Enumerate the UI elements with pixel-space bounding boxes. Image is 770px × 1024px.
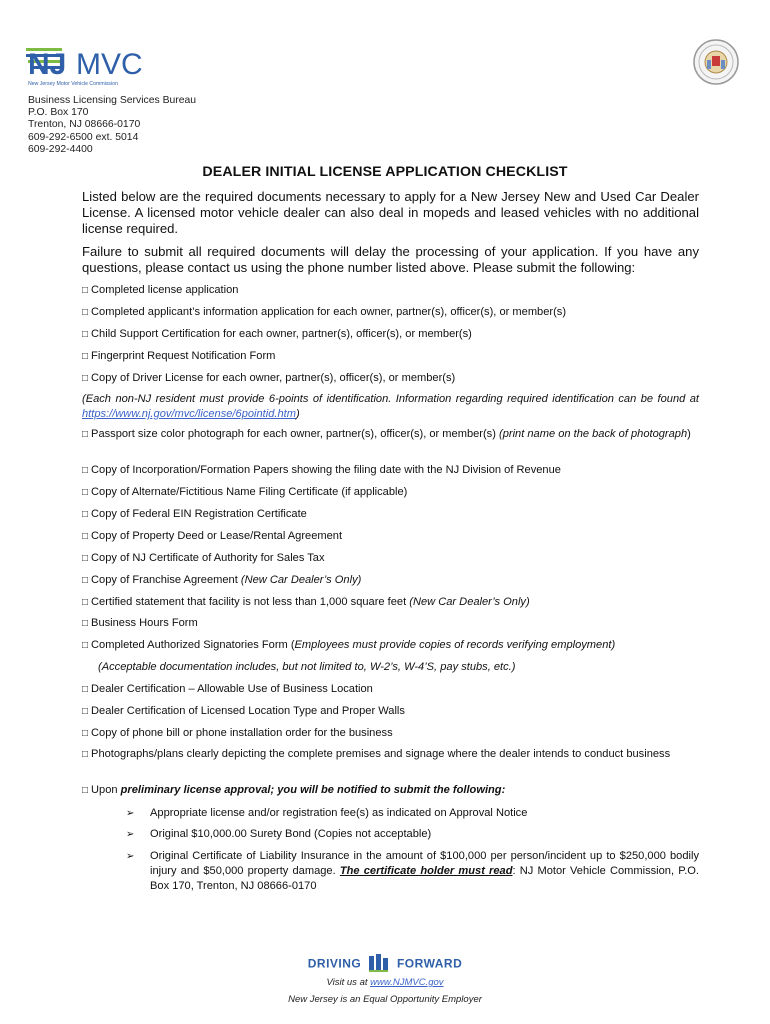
checklist-item[interactable]: □ Copy of Incorporation/Formation Papers showing the filing date with the NJ Division of Revenue	[82, 464, 561, 476]
checkbox-icon[interactable]: □	[82, 597, 89, 608]
checkbox-icon[interactable]: □	[82, 285, 89, 296]
address-line: Trenton, NJ 08666-0170	[28, 119, 141, 131]
equal-opportunity-statement: New Jersey is an Equal Opportunity Employer	[288, 994, 482, 1005]
intro-paragraph: Listed below are the required documents necessary to apply for a New Jersey New and Used Car Dealer License. A licensed motor vehicle dealer can also deal in mopeds and leased vehicles with no additional license required.	[82, 189, 699, 236]
checkbox-icon[interactable]: □	[82, 640, 89, 651]
checkbox-icon[interactable]: □	[82, 706, 89, 717]
checklist-item[interactable]: □ Copy of Franchise Agreement (New Car Dealer’s Only)	[82, 574, 362, 586]
state-seal-icon	[692, 38, 740, 86]
checkbox-icon[interactable]: □	[82, 329, 89, 340]
checklist-item[interactable]: □ Copy of Alternate/Fictitious Name Filing Certificate (if applicable)	[82, 486, 408, 498]
checklist-item[interactable]: □ Completed applicant’s information application for each owner, partner(s), officer(s), or member(s)	[82, 306, 567, 318]
checkbox-icon[interactable]: □	[82, 373, 89, 384]
address-line: P.O. Box 170	[28, 107, 89, 119]
checkbox-icon[interactable]: □	[82, 429, 89, 440]
checklist-item[interactable]: □ Upon preliminary license approval; you will be notified to submit the following:	[82, 784, 506, 796]
svg-text:NJ: NJ	[28, 48, 67, 81]
checklist-item[interactable]: □ Copy of phone bill or phone installation order for the business	[82, 727, 393, 739]
checkbox-icon[interactable]: □	[82, 531, 89, 542]
state-seal	[692, 38, 740, 86]
checklist-item[interactable]: □ Dealer Certification – Allowable Use of Business Location	[82, 683, 373, 695]
nj-state-icon	[369, 954, 389, 975]
checkbox-icon[interactable]: □	[82, 509, 89, 520]
arrow-bullet-icon: ➢	[126, 851, 135, 862]
checkbox-icon[interactable]: □	[82, 575, 89, 586]
visit-us: Visit us at www.NJMVC.gov	[326, 977, 444, 988]
six-point-id-link[interactable]: https://www.nj.gov/mvc/license/6pointid.htm	[82, 408, 296, 420]
page-title: DEALER INITIAL LICENSE APPLICATION CHECKLIST	[202, 164, 568, 180]
checklist-item[interactable]: □ Copy of Federal EIN Registration Certificate	[82, 508, 307, 520]
arrow-bullet-icon: ➢	[126, 808, 135, 819]
checklist-item[interactable]: □ Child Support Certification for each owner, partner(s), officer(s), or member(s)	[82, 328, 472, 340]
checkbox-icon[interactable]: □	[82, 728, 89, 739]
checklist-item[interactable]: □ Fingerprint Request Notification Form	[82, 350, 276, 362]
checklist-item[interactable]: □ Completed license application	[82, 284, 239, 296]
checklist-item[interactable]: □ Copy of Property Deed or Lease/Rental Agreement	[82, 530, 343, 542]
logo-text: MVC	[76, 48, 143, 81]
checkbox-icon[interactable]: □	[82, 618, 89, 629]
checklist-item[interactable]: □ Copy of NJ Certificate of Authority for Sales Tax	[82, 552, 325, 564]
checkbox-icon[interactable]: □	[82, 684, 89, 695]
identification-note: (Each non-NJ resident must provide 6-points of identification. Information regarding required identification can be found at https://www.nj.gov/mvc/license/6pointid.htm)	[82, 393, 699, 420]
checkbox-icon[interactable]: □	[82, 749, 89, 760]
checklist-item[interactable]: □ Dealer Certification of Licensed Location Type and Proper Walls	[82, 705, 405, 717]
checklist-item[interactable]: □ Passport size color photograph for each owner, partner(s), officer(s), or member(s) (print name on the back of photograph)	[82, 428, 691, 440]
njmvc-logo-icon	[26, 42, 156, 90]
njmvc-logo	[26, 42, 156, 90]
logo-subtitle: New Jersey Motor Vehicle Commission	[28, 81, 118, 87]
address-line: 609-292-6500 ext. 5014	[28, 131, 139, 143]
checklist-item[interactable]: □ Photographs/plans clearly depicting the complete premises and signage where the dealer intends to conduct business	[82, 748, 671, 760]
driving-forward-brand: DRIVING FORWARD	[0, 954, 770, 975]
arrow-bullet-icon: ➢	[126, 829, 135, 840]
checklist-item[interactable]: □ Completed Authorized Signatories Form (Employees must provide copies of records verifying employment)	[82, 639, 616, 651]
njmvc-website-link[interactable]: www.NJMVC.gov	[370, 977, 444, 988]
address-line: 609-292-4400	[28, 143, 93, 155]
checklist-item[interactable]: □ Copy of Driver License for each owner, partner(s), officer(s), or member(s)	[82, 372, 456, 384]
address-line: Business Licensing Services Bureau	[28, 95, 197, 106]
checklist-item[interactable]: □ Business Hours Form	[82, 617, 198, 629]
checkbox-icon[interactable]: □	[82, 351, 89, 362]
bureau-address	[28, 95, 196, 156]
checkbox-icon[interactable]: □	[82, 487, 89, 498]
checkbox-icon[interactable]: □	[82, 465, 89, 476]
documentation-note: (Acceptable documentation includes, but not limited to, W-2’s, W-4’S, pay stubs, etc.)	[98, 661, 516, 673]
checklist-item[interactable]: □ Certified statement that facility is not less than 1,000 square feet (New Car Dealer’s Only)	[82, 596, 530, 608]
checkbox-icon[interactable]: □	[82, 307, 89, 318]
checkbox-icon[interactable]: □	[82, 553, 89, 564]
checkbox-icon[interactable]: □	[82, 785, 89, 796]
intro-paragraph: Failure to submit all required documents will delay the processing of your application. If you have any questions, please contact us using the phone number listed above. Please submit the following:	[82, 244, 699, 275]
